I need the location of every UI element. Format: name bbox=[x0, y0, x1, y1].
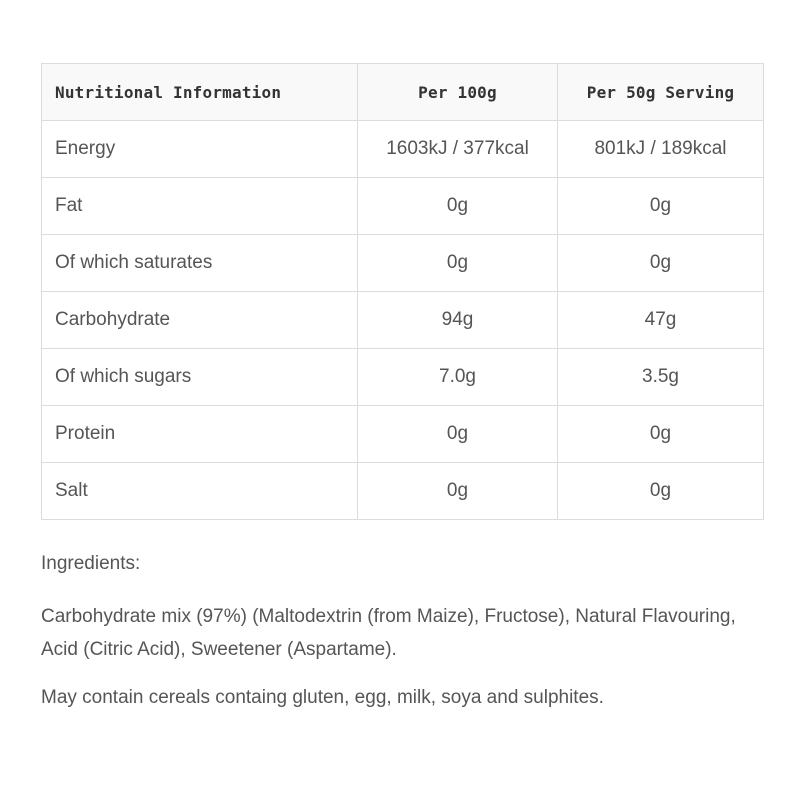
per-serving-value: 801kJ / 189kcal bbox=[558, 121, 764, 178]
per-serving-value: 0g bbox=[558, 178, 764, 235]
ingredients-heading: Ingredients: bbox=[41, 553, 141, 574]
header-per-100g: Per 100g bbox=[358, 64, 558, 121]
header-nutritional-information: Nutritional Information bbox=[42, 64, 358, 121]
allergen-warning: May contain cereals containg gluten, egg, milk, soya and sulphites. bbox=[41, 687, 604, 708]
per-serving-value: 47g bbox=[558, 292, 764, 349]
table-row bbox=[42, 406, 764, 463]
table-row bbox=[42, 292, 764, 349]
ingredients-text: Carbohydrate mix (97%) (Maltodextrin (from Maize), Fructose), Natural Flavouring, Acid (Citric Acid), Sweetener (Aspartame). bbox=[41, 606, 736, 660]
per-100g-value: 0g bbox=[358, 463, 558, 520]
per-serving-value: 0g bbox=[558, 463, 764, 520]
per-100g-value: 0g bbox=[358, 406, 558, 463]
per-serving-value: 0g bbox=[558, 406, 764, 463]
table-row bbox=[42, 121, 764, 178]
per-100g-value: 0g bbox=[358, 178, 558, 235]
nutrient-name: Salt bbox=[42, 463, 358, 520]
nutrition-header-row bbox=[42, 64, 764, 121]
nutrient-name: Energy bbox=[42, 121, 358, 178]
per-serving-value: 0g bbox=[558, 235, 764, 292]
per-100g-value: 94g bbox=[358, 292, 558, 349]
nutrition-table bbox=[41, 63, 764, 520]
table-row bbox=[42, 235, 764, 292]
nutrient-name: Of which saturates bbox=[42, 235, 358, 292]
per-100g-value: 0g bbox=[358, 235, 558, 292]
per-serving-value: 3.5g bbox=[558, 349, 764, 406]
nutrient-name: Protein bbox=[42, 406, 358, 463]
nutrient-name: Of which sugars bbox=[42, 349, 358, 406]
table-row bbox=[42, 463, 764, 520]
per-100g-value: 1603kJ / 377kcal bbox=[358, 121, 558, 178]
product-info-page bbox=[41, 63, 763, 713]
table-row bbox=[42, 178, 764, 235]
per-100g-value: 7.0g bbox=[358, 349, 558, 406]
table-row bbox=[42, 349, 764, 406]
header-per-serving: Per 50g Serving bbox=[558, 64, 764, 121]
nutrient-name: Fat bbox=[42, 178, 358, 235]
nutrient-name: Carbohydrate bbox=[42, 292, 358, 349]
